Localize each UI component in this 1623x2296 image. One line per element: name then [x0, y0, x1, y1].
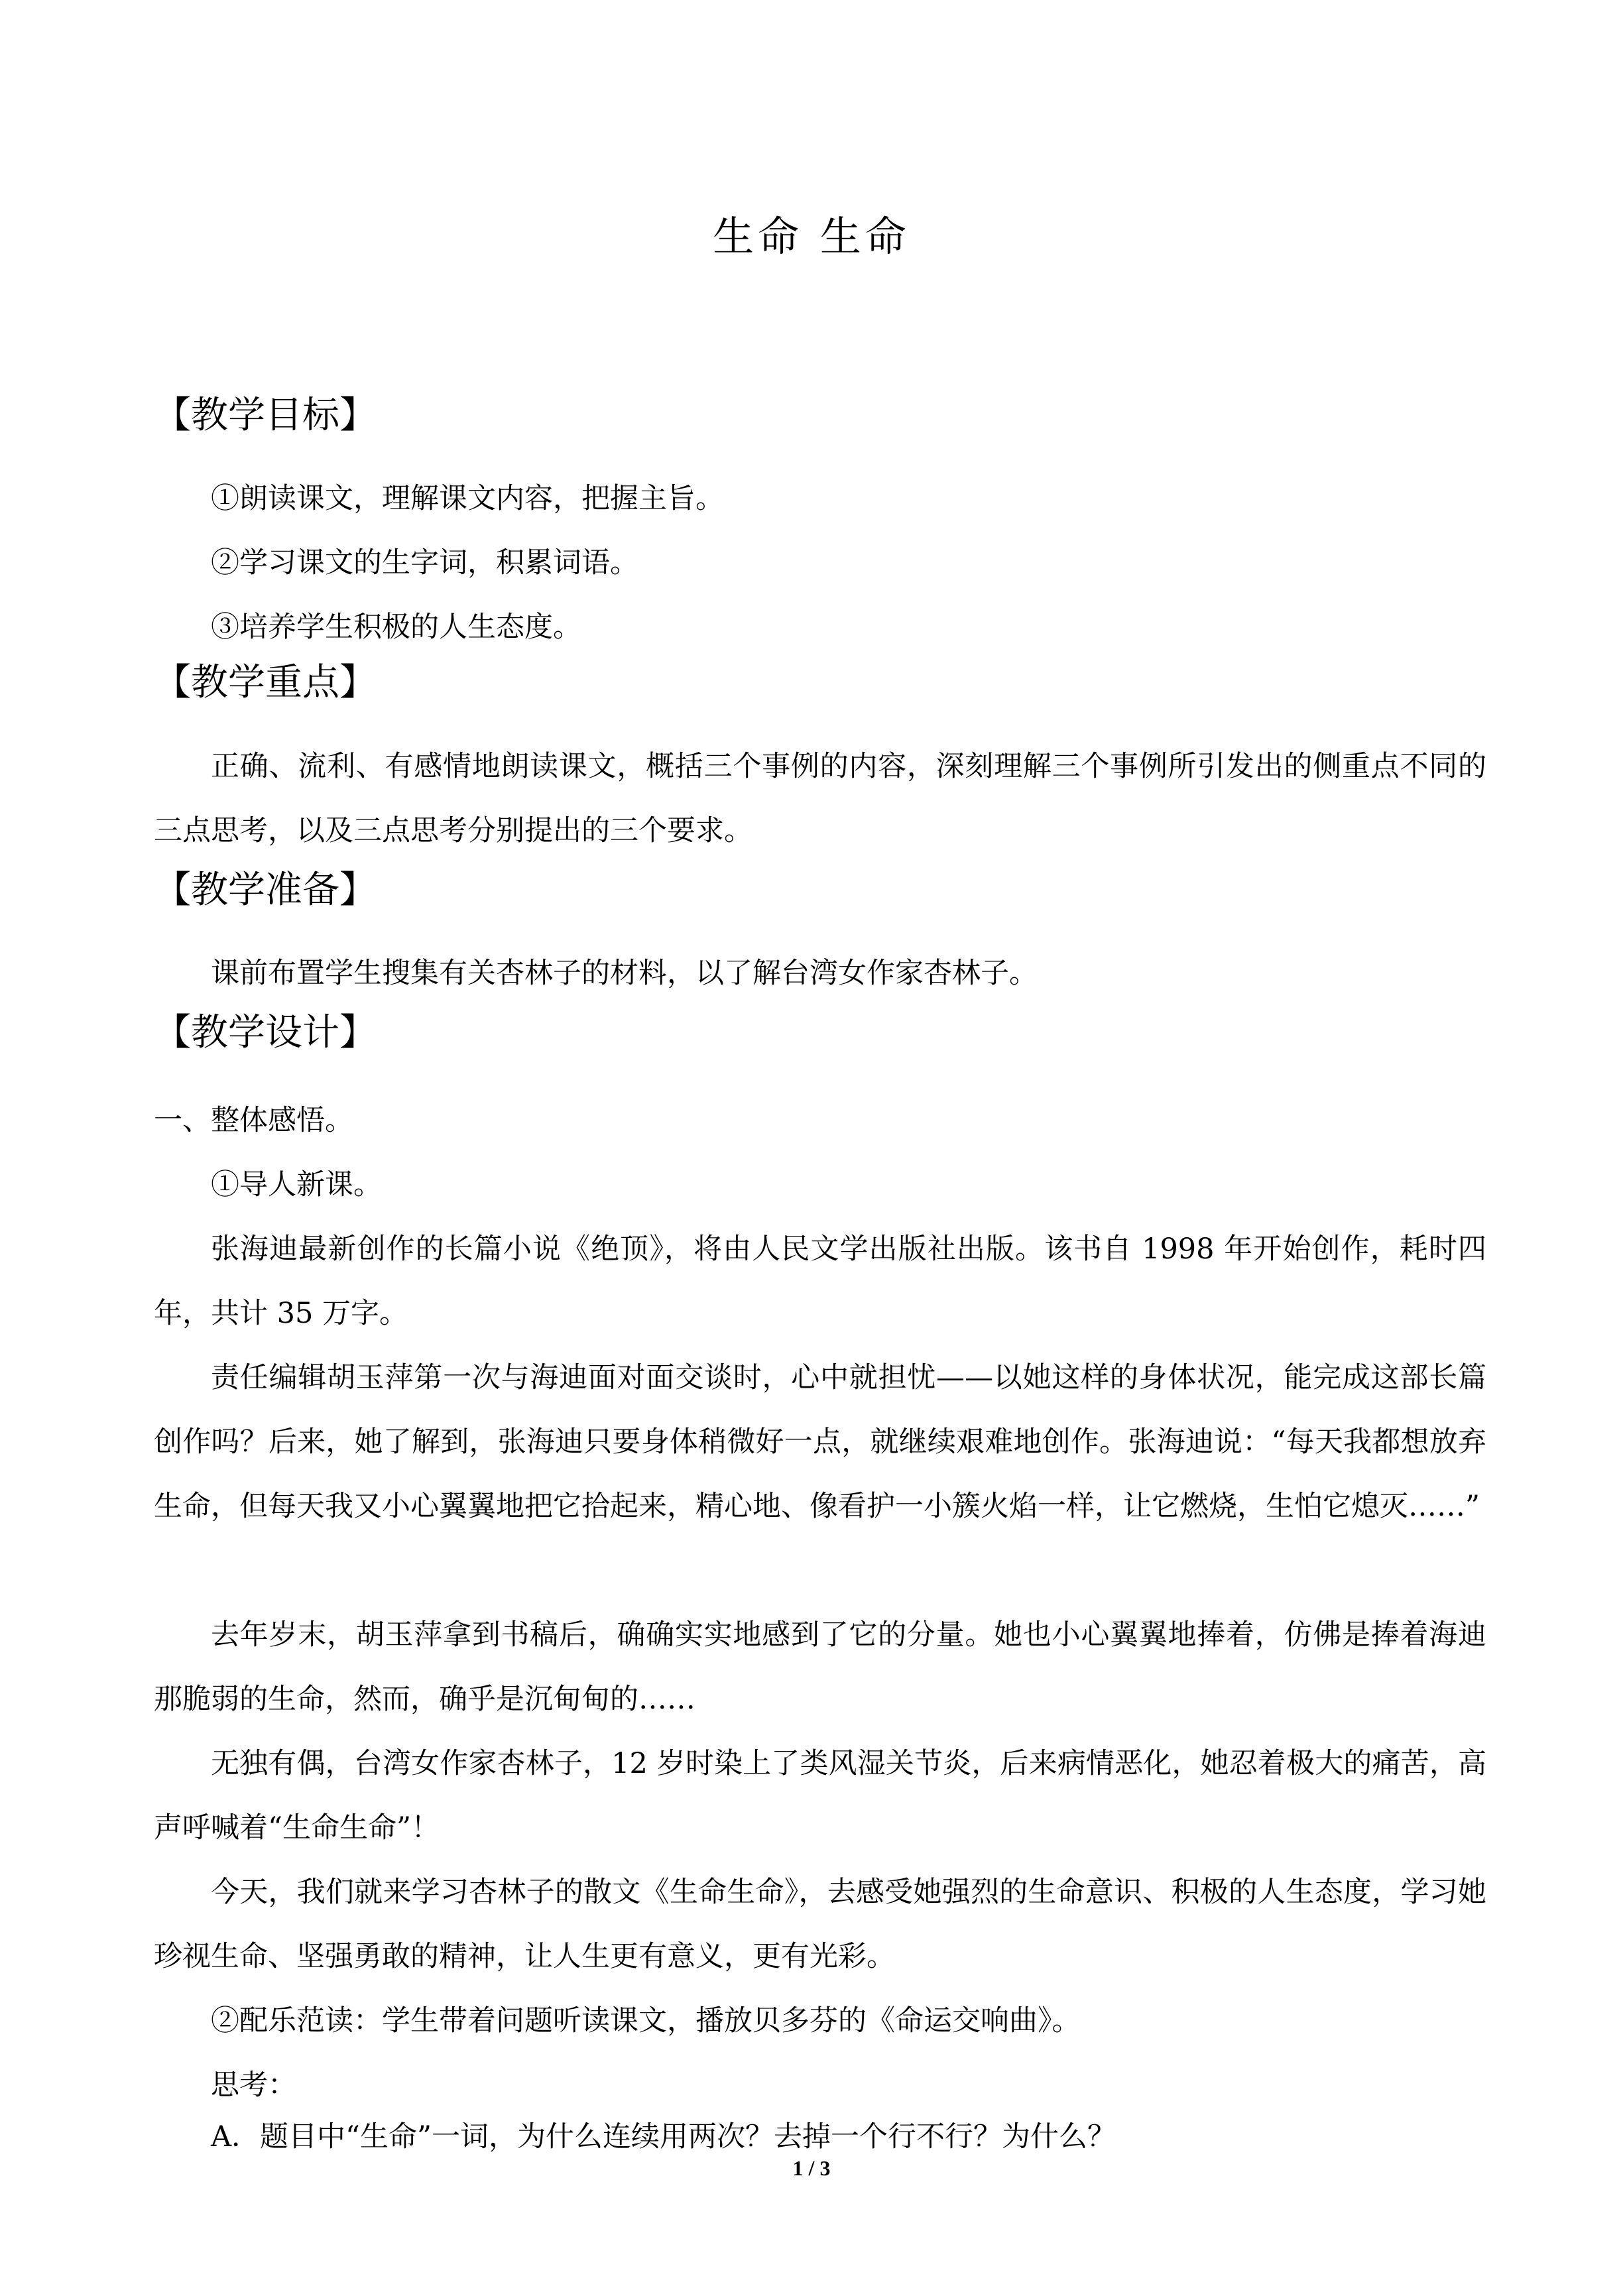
- design-paragraph-5: 今天，我们就来学习杏林子的散文《生命生命》，去感受她强烈的生命意识、积极的人生态度，学习她珍视生命、坚强勇敢的精神，让人生更有意义，更有光彩。: [154, 1876, 1486, 1973]
- design-paragraph-2: 责任编辑胡玉萍第一次与海迪面对面交谈时，心中就担忧——以她这样的身体状况，能完成这部长篇创作吗？后来，她了解到，张海迪只要身体稍微好一点，就继续艰难地创作。张海迪说：“每天我都想放弃生命，但每天我又小心翼翼地把它拾起来，精心地、像看护一小簇火焰一样，让它燃烧，生怕它熄灭……”: [154, 1361, 1486, 1523]
- key-points-paragraph: 正确、流利、有感情地朗读课文，概括三个事例的内容，深刻理解三个事例所引发出的侧重点不同的三点思考，以及三点思考分别提出的三个要求。: [154, 750, 1486, 847]
- step1-label: ①导人新课。: [211, 1168, 382, 1201]
- page-number: 1 / 3: [792, 2156, 831, 2180]
- objective-item-1: ①朗读课文，理解课文内容，把握主旨。: [211, 482, 724, 515]
- objective-item-3: ③培养学生积极的人生态度。: [211, 611, 581, 644]
- think-label: 思考：: [211, 2069, 296, 2102]
- objective-item-2: ②学习课文的生字词，积累词语。: [211, 546, 638, 579]
- step2-label: ②配乐范读：学生带着问题听读课文，播放贝多芬的《命运交响曲》。: [211, 2004, 1081, 2037]
- design-paragraph-1: 张海迪最新创作的长篇小说《绝顶》，将由人民文学出版社出版。该书自 1998 年开始创作，耗时四年，共计 35 万字。: [154, 1233, 1486, 1330]
- design-paragraph-4: 无独有偶，台湾女作家杏林子，12 岁时染上了类风湿关节炎，后来病情恶化，她忍着极大的痛苦，高声呼喊着“生命生命”！: [154, 1747, 1486, 1844]
- question-a: A．题目中“生命”一词，为什么连续用两次？去掉一个行不行？为什么？: [211, 2120, 1116, 2153]
- heading-key-points: 【教学重点】: [154, 661, 377, 704]
- heading-preparation: 【教学准备】: [154, 869, 377, 912]
- heading-objectives: 【教学目标】: [154, 394, 377, 437]
- part1-title: 一、整体感悟。: [154, 1104, 353, 1137]
- design-paragraph-3: 去年岁末，胡玉萍拿到书稿后，确确实实地感到了它的分量。她也小心翼翼地捧着，仿佛是捧着海迪那脆弱的生命，然而，确乎是沉甸甸的……: [154, 1618, 1486, 1716]
- page-title: 生命 生命: [713, 212, 910, 261]
- heading-design: 【教学设计】: [154, 1011, 377, 1054]
- preparation-paragraph: 课前布置学生搜集有关杏林子的材料，以了解台湾女作家杏林子。: [211, 957, 1038, 990]
